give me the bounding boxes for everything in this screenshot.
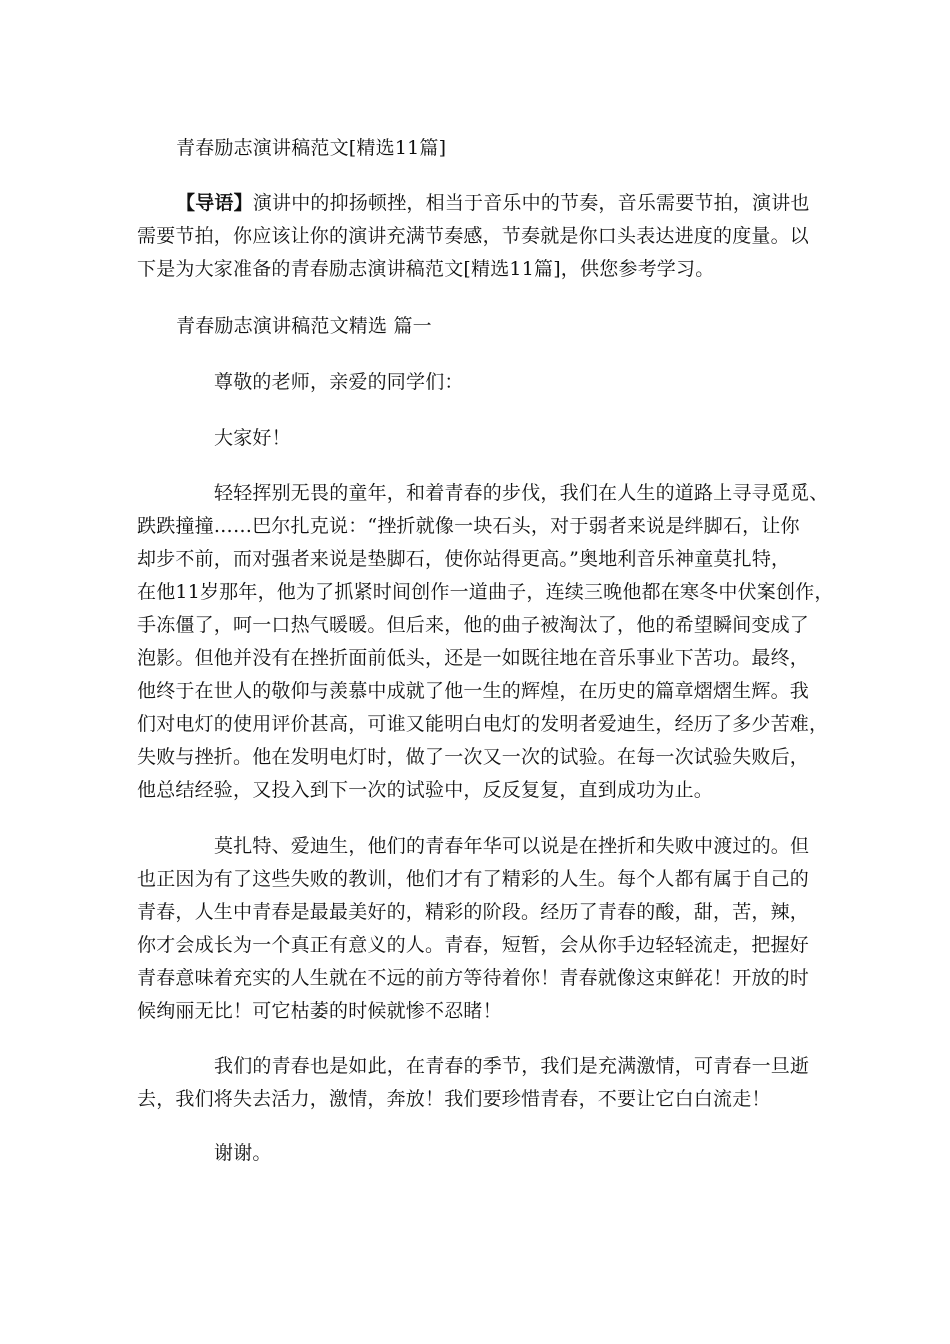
paragraph2-line-3: 青春，人生中青春是最最美好的，精彩的阶段。经历了青春的酸，甜，苦，辣，	[137, 901, 810, 923]
paragraph1-line-10: 他总结经验，又投入到下一次的试验中，反反复复，直到成功为止。	[137, 779, 714, 801]
paragraph1-line-4: 在他11岁那年，他为了抓紧时间创作一道曲子，连续三晚他都在寒冬中伏案创作，	[137, 581, 834, 603]
paragraph2-line-4: 你才会成长为一个真正有意义的人。青春，短暂，会从你手边轻轻流走，把握好	[137, 934, 810, 956]
intro-tag: 【导语】	[176, 192, 253, 214]
paragraph1-line-9: 失败与挫折。他在发明电灯时，做了一次又一次的试验。在每一次试验失败后，	[137, 746, 810, 768]
paragraph3-line-2: 去，我们将失去活力，激情，奔放！我们要珍惜青春，不要让它白白流走！	[137, 1088, 771, 1110]
paragraph1-line-6: 泡影。但他并没有在挫折面前低头，还是一如既往地在音乐事业下苦功。最终，	[137, 647, 810, 669]
greeting: 大家好！	[214, 427, 291, 449]
paragraph2-line-1: 莫扎特、爱迪生，他们的青春年华可以说是在挫折和失败中渡过的。但	[214, 835, 810, 857]
document-title: 青春励志演讲稿范文[精选11篇]	[176, 137, 447, 159]
paragraph2-line-2: 也正因为有了这些失败的教训，他们才有了精彩的人生。每个人都有属于自己的	[137, 868, 810, 890]
paragraph2-line-5: 青春意味着充实的人生就在不远的前方等待着你！青春就像这束鲜花！开放的时	[137, 967, 810, 989]
intro-text: 演讲中的抑扬顿挫，相当于音乐中的节奏，音乐需要节拍，演讲也	[252, 192, 810, 214]
intro-line-1	[176, 191, 810, 215]
paragraph1-line-2: 跌跌撞撞……巴尔扎克说：“挫折就像一块石头，对于弱者来说是绊脚石，让你	[137, 515, 800, 537]
closing: 谢谢。	[214, 1142, 272, 1164]
paragraph3-line-1: 我们的青春也是如此，在青春的季节，我们是充满激情，可青春一旦逝	[214, 1055, 810, 1077]
intro-line-2: 需要节拍，你应该让你的演讲充满节奏感，节奏就是你口头表达进度的度量。以	[137, 225, 810, 247]
paragraph1-line-3: 却步不前，而对强者来说是垫脚石，使你站得更高。”奥地利音乐神童莫扎特，	[137, 548, 791, 570]
paragraph2-line-6: 候绚丽无比！可它枯萎的时候就惨不忍睹！	[137, 1000, 502, 1022]
section-heading: 青春励志演讲稿范文精选 篇一	[176, 315, 432, 337]
paragraph1-line-1: 轻轻挥别无畏的童年，和着青春的步伐，我们在人生的道路上寻寻觅觅、	[214, 482, 829, 504]
paragraph1-line-5: 手冻僵了，呵一口热气暖暖。但后来，他的曲子被淘汰了，他的希望瞬间变成了	[137, 614, 810, 636]
intro-line-3: 下是为大家准备的青春励志演讲稿范文[精选11篇]，供您参考学习。	[137, 258, 715, 280]
paragraph1-line-7: 他终于在世人的敬仰与羡慕中成就了他一生的辉煌，在历史的篇章熠熠生辉。我	[137, 680, 810, 702]
salutation: 尊敬的老师，亲爱的同学们：	[214, 371, 464, 393]
paragraph1-line-8: 们对电灯的使用评价甚高，可谁又能明白电灯的发明者爱迪生，经历了多少苦难，	[137, 713, 829, 735]
